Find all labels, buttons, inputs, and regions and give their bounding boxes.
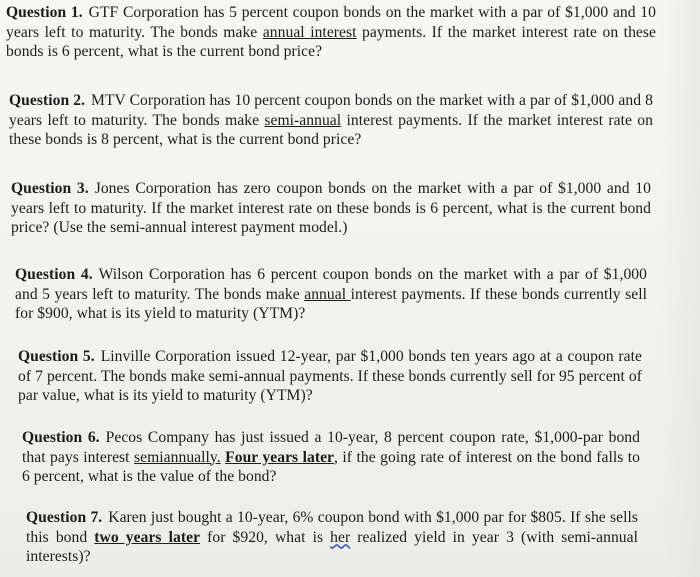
question-6-text-a: Pecos Company has just issued a 10-year, 8 percent coupon rate, $1,000-par bond that pays interest xyxy=(22,429,640,466)
question-6-bold-underlined: Four years later xyxy=(225,448,335,466)
question-1-underlined: annual interest xyxy=(262,23,357,41)
question-1-text-b: payments. If the market interest rate on these bonds is 6 percent, what is the current bond price? xyxy=(6,23,656,61)
question-5 xyxy=(18,347,642,406)
question-7-spellcheck-word: her xyxy=(330,528,351,546)
question-6 xyxy=(22,428,640,487)
question-2-text-a: MTV Corporation has 10 percent coupon bonds on the market with a par of $1,000 and 8 years left to maturity. The bonds make xyxy=(9,92,653,129)
question-7-label: Question 7. xyxy=(26,509,103,526)
question-2 xyxy=(9,91,653,150)
question-1 xyxy=(6,3,656,62)
question-3-text: Jones Corporation has zero coupon bonds on the market with a par of $1,000 and 10 years left to maturity. If the market interest rate on these bonds is 6 percent, what is the current bond price? (Use the semi-annual interest payment model.) xyxy=(11,180,651,237)
question-3-label: Question 3. xyxy=(11,180,89,197)
question-7-text-c: realized yield in year 3 (with semi-annual interests)? xyxy=(26,528,639,566)
question-5-text: Linville Corporation issued 12-year, par $1,000 bonds ten years ago at a coupon rate of 7 percent. The bonds make semi-annual payments. If these bonds currently sell for 95 percent of par value, what is its yield to maturity (YTM)? xyxy=(18,348,643,405)
question-4 xyxy=(15,265,647,324)
question-4-label: Question 4. xyxy=(15,266,93,283)
question-7 xyxy=(26,508,638,567)
question-2-text-b: interest payments. If the market interest rate on these bonds is 8 percent, what is the current bond price? xyxy=(9,111,653,149)
question-4-underlined: annual xyxy=(304,285,351,303)
question-6-text-c: , if the going rate of interest on the bond falls to 6 percent, what is the value of the bond? xyxy=(22,448,641,486)
question-6-label: Question 6. xyxy=(22,429,100,446)
question-6-underlined: semiannually. xyxy=(134,448,221,466)
question-7-text-a: Karen just bought a 10-year, 6% coupon bond with $1,000 par for $805. If she sells this bond xyxy=(26,509,639,546)
page-edge-shade xyxy=(660,0,700,577)
question-4-text-a: Wilson Corporation has 6 percent coupon bonds on the market with a par of $1,000 and 5 years left to maturity. The bonds make xyxy=(15,266,647,303)
question-5-label: Question 5. xyxy=(18,348,95,365)
question-3 xyxy=(11,179,651,238)
question-2-underlined: semi-annual xyxy=(264,111,342,129)
question-1-text-a: GTF Corporation has 5 percent coupon bonds on the market with a par of $1,000 and 10 years left to maturity. The bonds make xyxy=(6,4,656,41)
question-7-text-b: for $920, what is xyxy=(200,528,331,546)
question-4-text-b: interest payments. If these bonds currently sell for $900, what is its yield to maturity (YTM)? xyxy=(15,285,647,323)
question-7-bold-underlined: two years later xyxy=(94,528,201,546)
question-1-label: Question 1. xyxy=(6,4,83,21)
question-2-label: Question 2. xyxy=(9,92,86,109)
